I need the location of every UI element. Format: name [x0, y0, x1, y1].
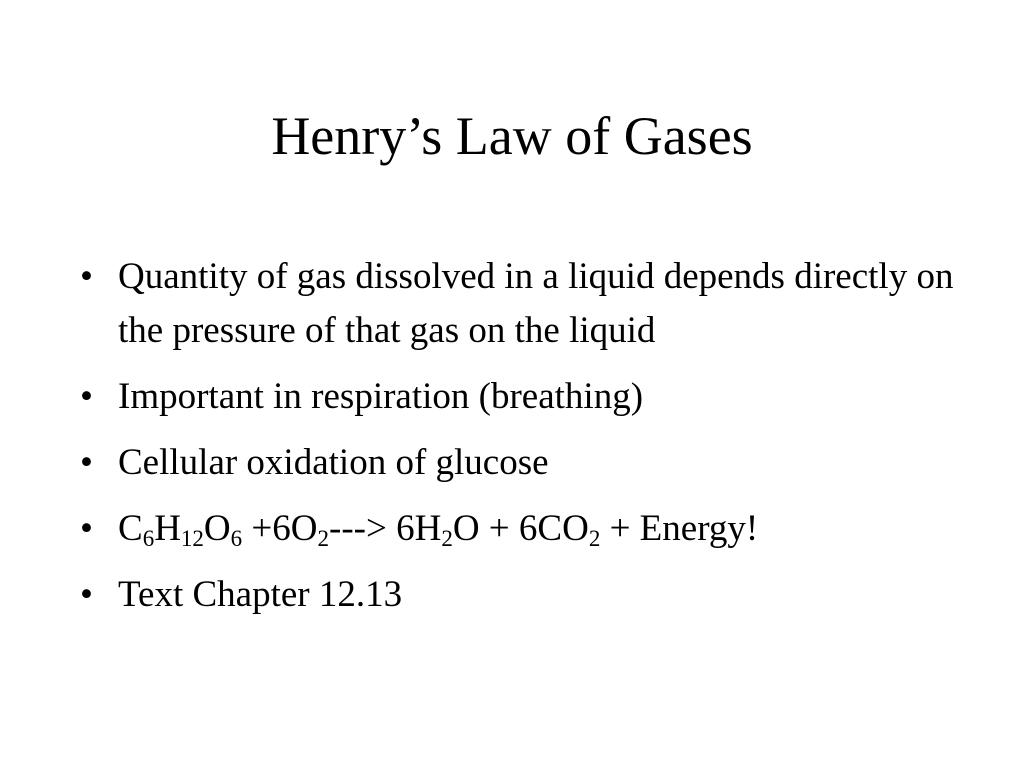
chemical-equation — [118, 508, 758, 549]
bullet-icon: • — [80, 256, 93, 297]
subscript-c: 6 — [142, 526, 155, 551]
energy-term: + Energy! — [600, 508, 759, 549]
element-h: H — [154, 508, 181, 549]
bullet-item-glucose-oxidation — [80, 436, 960, 490]
subscript-o2: 2 — [317, 526, 329, 551]
element-c: C — [118, 508, 143, 549]
subscript-co2: 2 — [588, 526, 601, 551]
bullet-list — [80, 250, 960, 634]
water-co2-term: O + 6CO — [452, 508, 589, 549]
bullet-icon: • — [80, 508, 93, 549]
reaction-arrow: ---> 6H — [329, 508, 442, 549]
bullet-icon: • — [80, 442, 93, 483]
bullet-icon: • — [80, 574, 93, 615]
oxygen-term: +6O — [242, 508, 318, 549]
bullet-text: Cellular oxidation of glucose — [118, 442, 549, 483]
subscript-o: 6 — [230, 526, 243, 551]
element-o: O — [203, 508, 231, 549]
bullet-item-glucose-equation — [80, 502, 960, 556]
bullet-text: Text Chapter 12.13 — [118, 574, 403, 615]
bullet-item-chapter-reference — [80, 568, 960, 622]
slide-title: Henry’s Law of Gases — [271, 106, 753, 166]
bullet-item-henrys-law — [80, 250, 960, 358]
subscript-h2o: 2 — [441, 526, 453, 551]
bullet-text: Important in respiration (breathing) — [118, 376, 644, 417]
subscript-h: 12 — [180, 526, 204, 551]
bullet-item-respiration — [80, 370, 960, 424]
bullet-text: Quantity of gas dissolved in a liquid depends directly on the pressure of that gas on the liquid — [118, 256, 954, 351]
bullet-icon: • — [80, 376, 93, 417]
